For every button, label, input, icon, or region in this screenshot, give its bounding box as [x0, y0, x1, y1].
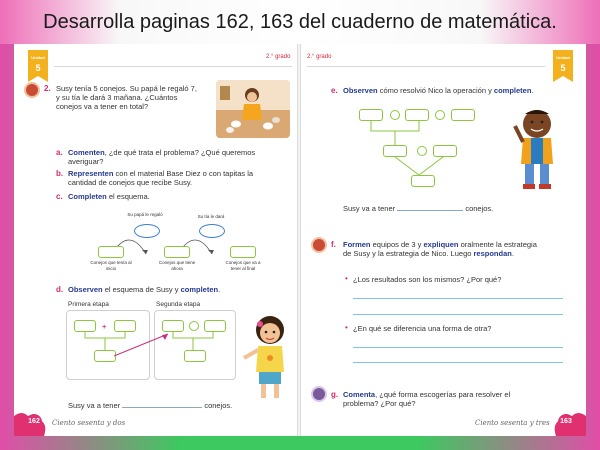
- unit-tab: [553, 50, 573, 76]
- schema-oval-aunt: [199, 224, 225, 238]
- schema-box-end: [230, 246, 256, 258]
- schema-caption-end: Conejos que va a tener al final: [225, 260, 261, 271]
- page-footer: Ciento sesenta y dos: [52, 419, 126, 427]
- stage2-operator-circle: [189, 321, 199, 331]
- item-e-text-2: .: [531, 86, 534, 95]
- item-f-verb: Formen: [343, 240, 371, 249]
- item-e-label: e.: [331, 86, 338, 95]
- schema-box-now: [164, 246, 190, 258]
- nico-box-3: [451, 109, 475, 121]
- nico-circle-1: [390, 110, 400, 120]
- question-bullet-2: ¿En qué se diferencia una forma de otra?: [353, 324, 492, 333]
- unit-tab-number: 5: [560, 63, 566, 73]
- item-a-text: , ¿de qué trata el problema? ¿Qué queremos: [104, 148, 256, 157]
- schema-caption-start: Conejos que tenía al inicio: [90, 260, 132, 271]
- page-number: 162: [26, 414, 42, 430]
- item-f-verb-2: expliquen: [423, 240, 459, 249]
- unit-tab-label: Unidad: [556, 55, 570, 60]
- item-f-text: equipos de 3 y: [370, 240, 424, 249]
- item-g-verb: Comenta: [343, 390, 376, 399]
- answer-line-4[interactable]: [353, 362, 563, 363]
- answer-line-2[interactable]: [353, 314, 563, 315]
- item-d-label: d.: [56, 285, 64, 294]
- page-title: Desarrolla paginas 162, 163 del cuaderno de matemática.: [43, 10, 557, 33]
- item-d-text-2: .: [218, 285, 221, 294]
- schema-caption-now: Conejos que tiene ahora: [158, 260, 196, 271]
- item-b-label: b.: [56, 169, 64, 178]
- susy-sentence-suffix: conejos.: [465, 204, 494, 213]
- item-a-text-2: averiguar?: [68, 157, 104, 166]
- item-g-text-2: problema? ¿Por qué?: [343, 399, 416, 408]
- schema-box-start: [98, 246, 124, 258]
- item-d-verb: Observen: [68, 285, 103, 294]
- nico-character-illustration: [507, 104, 567, 194]
- item-a-verb: Comenten: [68, 148, 105, 157]
- item-f-text-2: oralmente la estrategia: [458, 240, 537, 249]
- nico-box-4: [383, 145, 407, 157]
- problem-line-2: y su tía le dará 3 mañana. ¿Cuántos: [56, 93, 178, 102]
- question-bullet-1: ¿Los resultados son los mismos? ¿Por qué?: [353, 275, 502, 284]
- item-b-verb: Representen: [68, 169, 114, 178]
- schema-oval-dad: [134, 224, 160, 238]
- item-g-label: g.: [331, 390, 339, 399]
- answer-line-3[interactable]: [353, 347, 563, 348]
- header-rule: [307, 66, 545, 67]
- nico-box-1: [359, 109, 383, 121]
- group-icon: [311, 237, 327, 253]
- bullet-1: •: [345, 274, 348, 283]
- stage-transfer-arrow: [112, 330, 172, 360]
- stage2-box-result: [184, 350, 206, 362]
- item-c-verb: Completen: [68, 192, 107, 201]
- item-f-label: f.: [331, 240, 336, 249]
- item-e-verb-2: completen: [493, 86, 532, 95]
- nico-connector-bottom: [393, 157, 453, 177]
- stage-1-label: Primera etapa: [68, 301, 109, 308]
- nico-connector-top: [369, 121, 469, 147]
- answer-blank[interactable]: [122, 407, 202, 408]
- susy-sentence-prefix: Susy va a tener: [343, 204, 396, 213]
- schema-label-dad: Su papá le regaló: [127, 212, 163, 217]
- question-number: 2.: [44, 84, 51, 93]
- right-page: [301, 44, 586, 436]
- nico-circle-3: [417, 146, 427, 156]
- item-f-text-4: .: [511, 249, 514, 258]
- stage-2-label: Segunda etapa: [156, 301, 201, 308]
- grade-label: 2.° grado: [307, 54, 332, 60]
- item-d-verb-2: completen: [180, 285, 219, 294]
- plus-sign: +: [102, 322, 107, 331]
- item-f-verb-3: respondan: [473, 249, 512, 258]
- bullet-2: •: [345, 323, 348, 332]
- nico-circle-2: [435, 110, 445, 120]
- item-c-text: el esquema.: [106, 192, 150, 201]
- unit-tab-label: Unidad: [31, 55, 45, 60]
- left-page: [14, 44, 297, 436]
- item-d-text: el esquema de Susy y: [102, 285, 181, 294]
- item-c-label: c.: [56, 192, 63, 201]
- problem-line-1: Susy tenía 5 conejos. Su papá le regaló 7,: [56, 84, 197, 93]
- item-g-text: , ¿qué forma escogerías para resolver el: [375, 390, 511, 399]
- girl-character-illustration: [242, 312, 292, 404]
- unit-tab: [28, 50, 48, 76]
- schema-label-aunt: Su tía le dará: [197, 214, 225, 219]
- answer-line-1[interactable]: [353, 298, 563, 299]
- stage1-box-1: [74, 320, 96, 332]
- susy-sentence-prefix: Susy va a tener: [68, 401, 121, 410]
- group-icon: [24, 82, 40, 98]
- item-e-text: cómo resolvió Nico la operación y: [377, 86, 494, 95]
- page-number: 163: [558, 414, 574, 430]
- header-rule: [54, 66, 292, 67]
- nico-box-5: [433, 145, 457, 157]
- individual-icon: [311, 386, 327, 402]
- item-f-text-3: de Susy y la estrategia de Nico. Luego: [343, 249, 474, 258]
- nico-box-result: [411, 175, 435, 187]
- answer-blank[interactable]: [397, 210, 463, 211]
- unit-tab-number: 5: [35, 63, 41, 73]
- item-b-text: con el material Base Diez o con tapitas la: [113, 169, 254, 178]
- title-bar: [0, 0, 600, 44]
- stage2-connector: [170, 332, 218, 350]
- problem-line-3: conejos va a tener en total?: [56, 102, 149, 111]
- item-e-verb: Observen: [343, 86, 378, 95]
- item-a-label: a.: [56, 148, 63, 157]
- item-b-text-2: cantidad de conejos que recibe Susy.: [68, 178, 193, 187]
- page-footer: Ciento sesenta y tres: [475, 419, 550, 427]
- girl-with-rabbits-illustration: [216, 80, 290, 138]
- grade-label: 2.° grado: [266, 54, 291, 60]
- susy-sentence-suffix: conejos.: [204, 401, 233, 410]
- nico-box-2: [405, 109, 429, 121]
- stage2-box-2: [204, 320, 226, 332]
